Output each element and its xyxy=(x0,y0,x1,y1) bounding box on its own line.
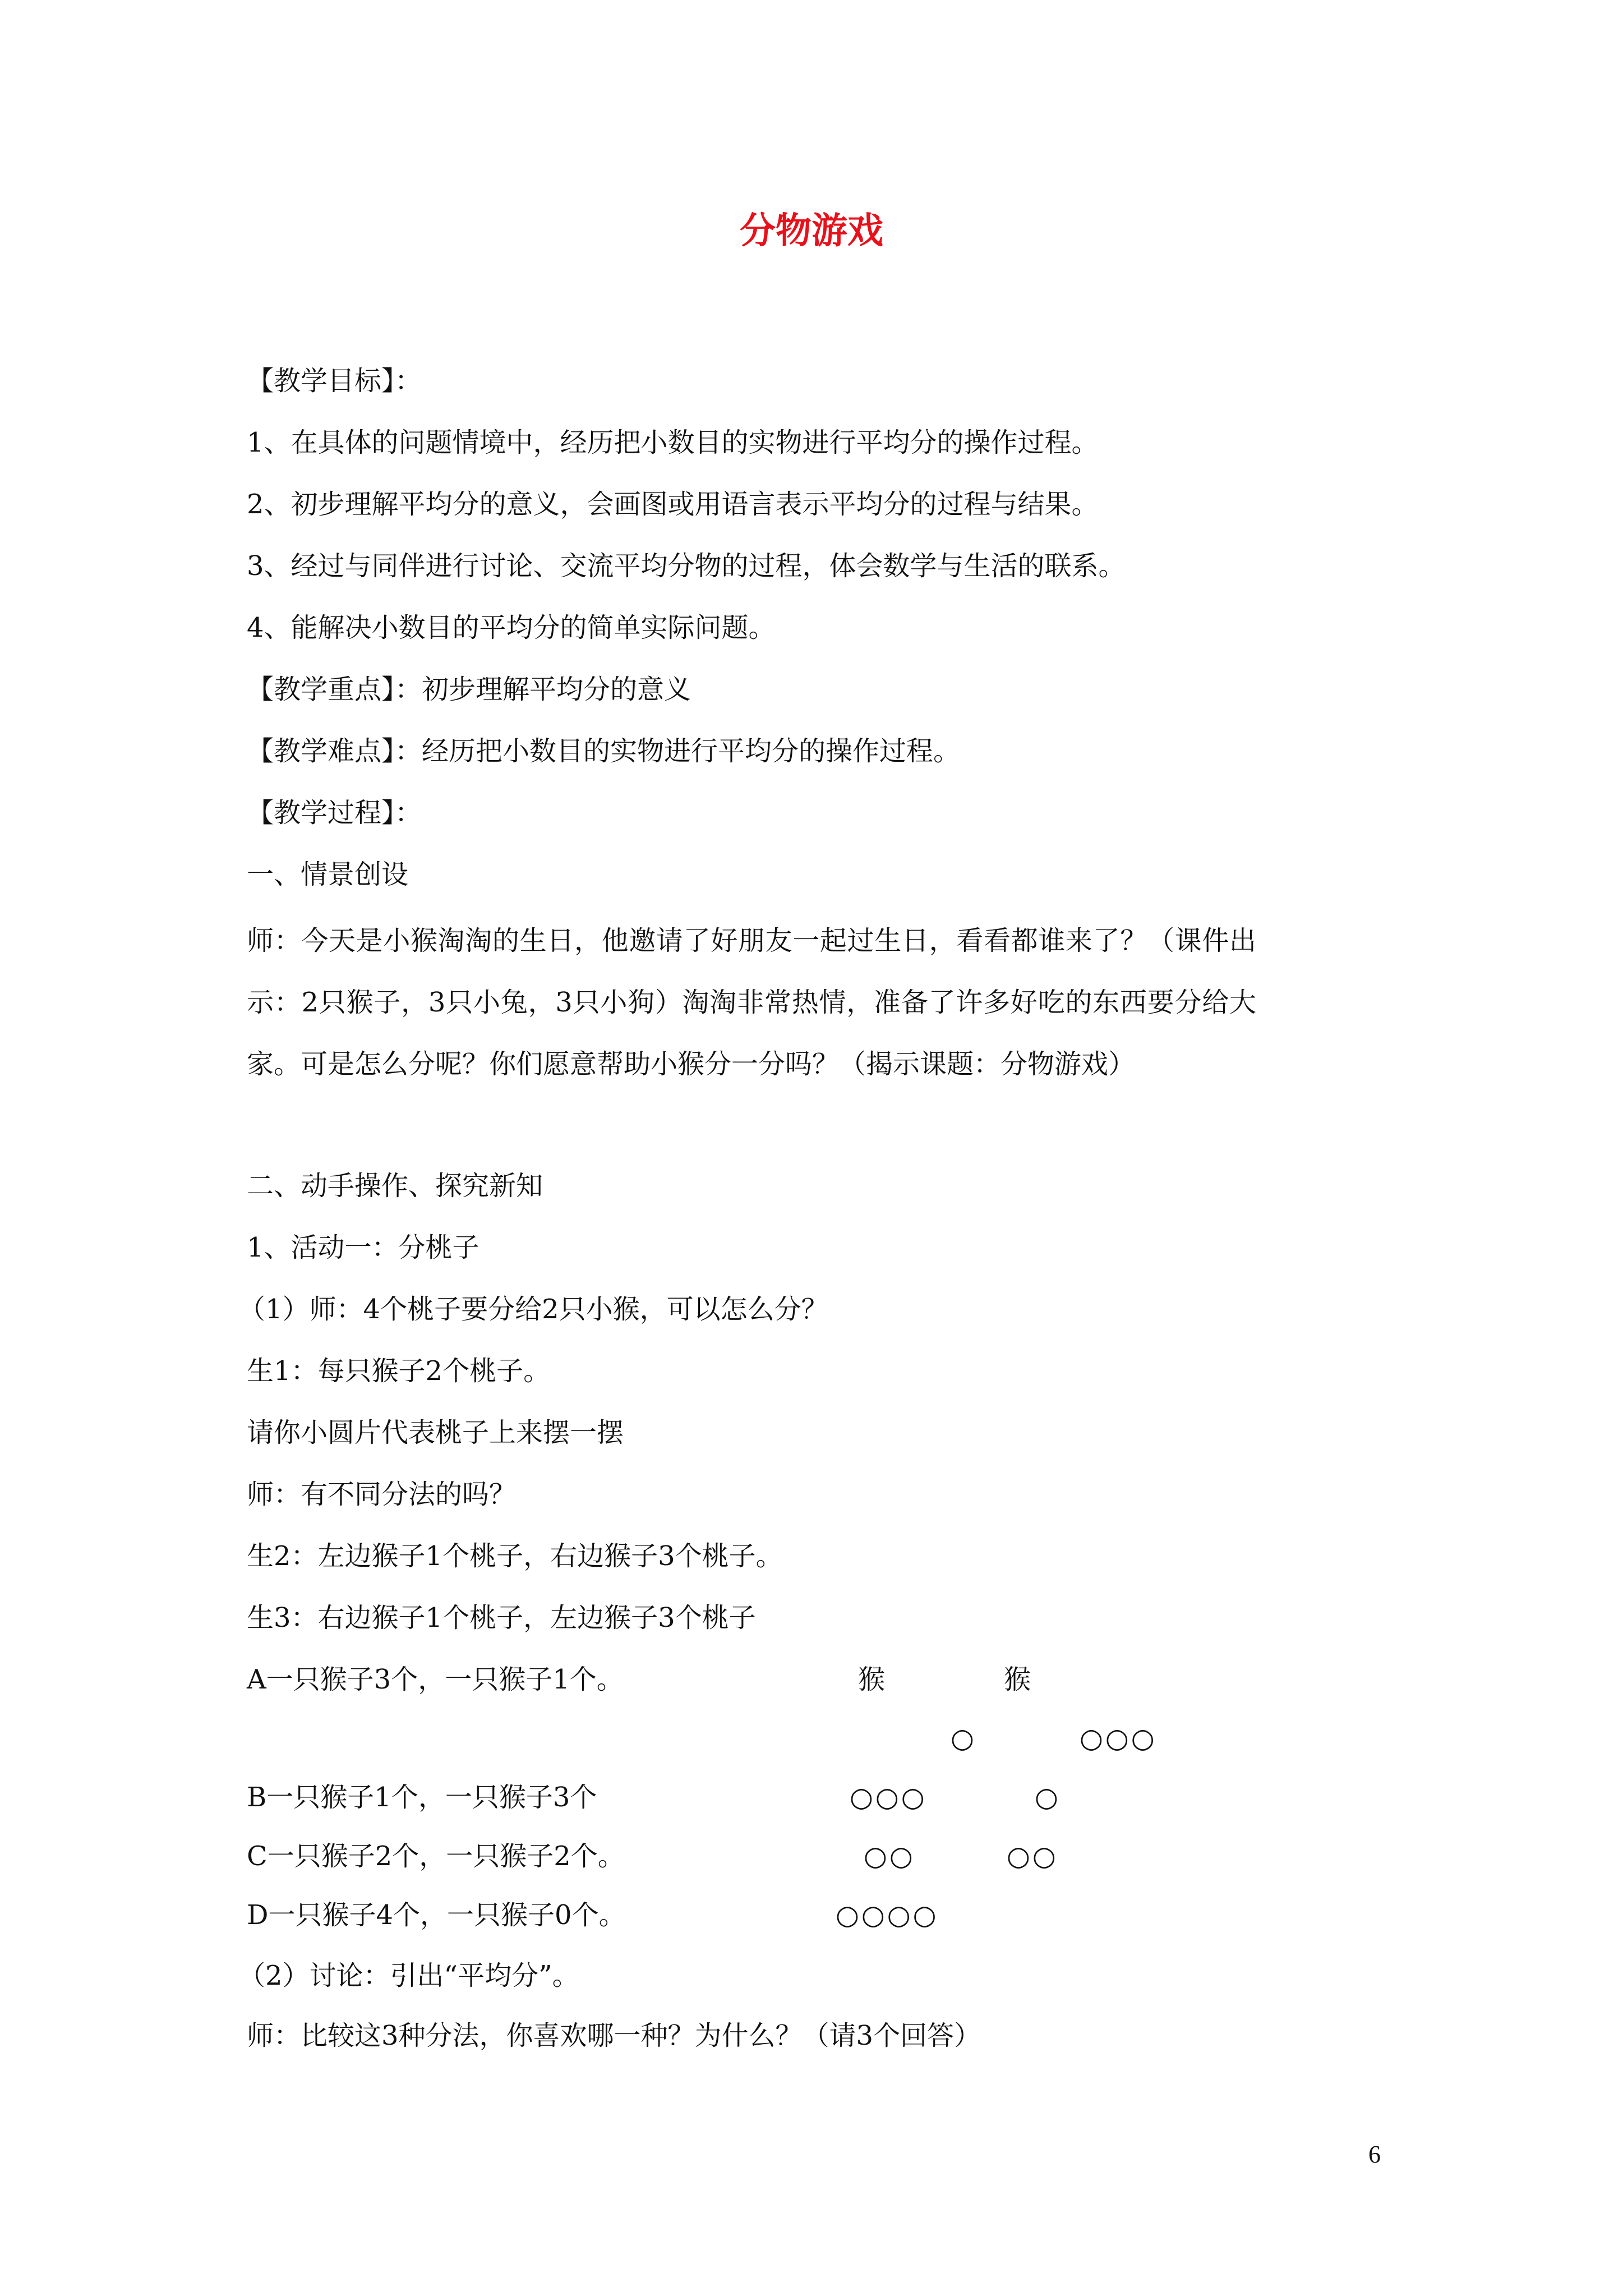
peach-circles-b-right: ○ xyxy=(1035,1782,1061,1813)
goal-item-2: 2、初步理解平均分的意义，会画图或用语言表示平均分的过程与结果。 xyxy=(247,489,1099,520)
activity-heading: 1、活动一：分桃子 xyxy=(247,1232,479,1263)
option-a: A一只猴子3个，一只猴子1个。 xyxy=(247,1664,624,1695)
goal-item-3: 3、经过与同伴进行讨论、交流平均分物的过程，体会数学与生活的联系。 xyxy=(247,550,1126,582)
option-b: B一只猴子1个，一只猴子3个 xyxy=(247,1782,597,1813)
instruction-line: 请你小圆片代表桃子上来摆一摆 xyxy=(247,1417,624,1448)
peach-circles-c-right: ○○ xyxy=(1007,1841,1058,1872)
key-point: 【教学重点】：初步理解平均分的意义 xyxy=(247,674,691,705)
process-heading: 【教学过程】： xyxy=(247,797,422,829)
monkey-label-right: 猴 xyxy=(1004,1664,1031,1695)
option-c: C一只猴子2个，一只猴子2个。 xyxy=(247,1841,625,1872)
goal-item-4: 4、能解决小数目的平均分的简单实际问题。 xyxy=(247,612,776,643)
page-number: 6 xyxy=(1368,2141,1381,2168)
peach-circles-c-left: ○○ xyxy=(864,1841,915,1872)
intro-paragraph: 师：今天是小猴淘淘的生日，他邀请了好朋友一起过生日，看看都谁来了？（课件出示：2只猴子，3只小兔，3只小狗）淘淘非常热情，准备了许多好吃的东西要分给大家。可是怎么分呢？你们愿意帮助小猴分一分吗？（揭示课题：分物游戏） xyxy=(247,925,1256,1080)
goal-item-1: 1、在具体的问题情境中，经历把小数目的实物进行平均分的操作过程。 xyxy=(247,427,1099,458)
peach-circles-d-left: ○○○○ xyxy=(836,1899,939,1931)
discussion-line: （2）讨论：引出“平均分”。 xyxy=(238,1960,579,1991)
difficult-point: 【教学难点】：经历把小数目的实物进行平均分的操作过程。 xyxy=(247,735,961,767)
option-d: D一只猴子4个，一只猴子0个。 xyxy=(247,1899,626,1931)
monkey-label-left: 猴 xyxy=(858,1664,886,1695)
document-title: 分物游戏 xyxy=(740,210,883,252)
section-heading-2: 二、动手操作、探究新知 xyxy=(247,1170,543,1202)
peach-circles-a-right: ○○○ xyxy=(1080,1723,1157,1754)
teacher-question-1: （1）师：4个桃子要分给2只小猴，可以怎么分？ xyxy=(238,1294,828,1325)
student-answer-3: 生3：右边猴子1个桃子，左边猴子3个桃子 xyxy=(247,1602,756,1634)
peach-circles-b-left: ○○○ xyxy=(850,1782,927,1813)
section-heading-1: 一、情景创设 xyxy=(247,859,409,890)
peach-circles-a-left: ○ xyxy=(951,1723,976,1754)
goals-heading: 【教学目标】： xyxy=(247,365,422,397)
compare-question: 师：比较这3种分法，你喜欢哪一种？为什么？（请3个回答） xyxy=(247,2020,981,2051)
student-answer-2: 生2：左边猴子1个桃子，右边猴子3个桃子。 xyxy=(247,1540,783,1572)
teacher-question-2: 师：有不同分法的吗？ xyxy=(247,1479,517,1510)
student-answer-1: 生1：每只猴子2个桃子。 xyxy=(247,1355,551,1387)
